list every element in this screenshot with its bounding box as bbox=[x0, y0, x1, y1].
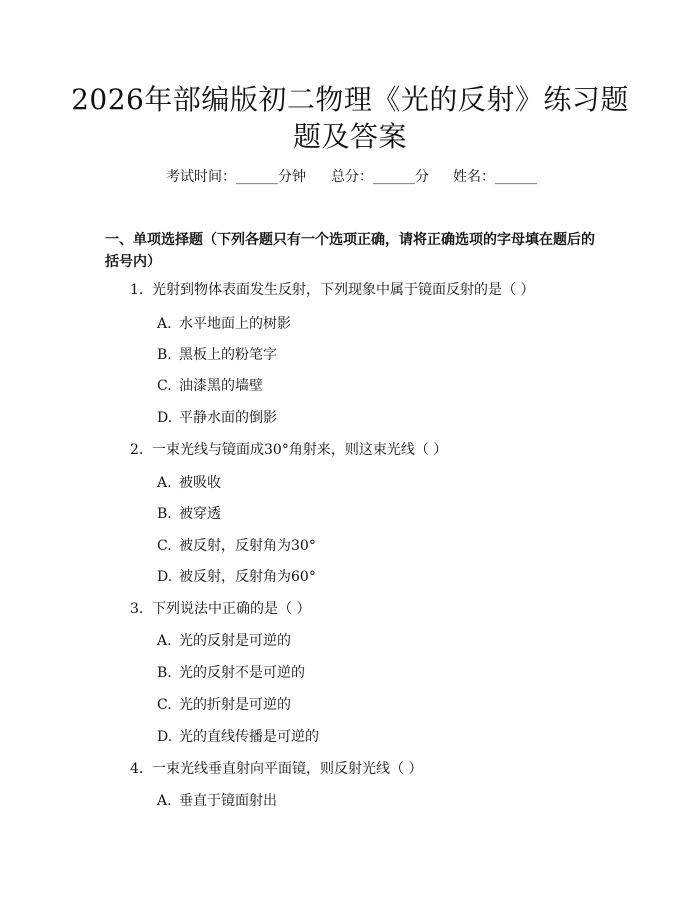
option-text: 光的反射不是可逆的 bbox=[179, 665, 305, 681]
option-text: 被反射，反射角为30° bbox=[179, 538, 316, 554]
question-1-option-d bbox=[157, 408, 277, 428]
option-label: B. bbox=[157, 506, 172, 522]
option-text: 被穿透 bbox=[179, 506, 221, 522]
question-4 bbox=[130, 759, 422, 779]
option-text: 光的直线传播是可逆的 bbox=[179, 729, 319, 745]
option-text: 垂直于镜面射出 bbox=[179, 793, 277, 809]
option-label: B. bbox=[157, 347, 172, 363]
question-1-option-c bbox=[157, 376, 263, 396]
question-1-option-b bbox=[157, 345, 277, 365]
question-text: 下列说法中正确的是（ ） bbox=[152, 601, 311, 617]
option-label: D. bbox=[157, 729, 173, 745]
question-3-option-d bbox=[157, 727, 319, 747]
question-text: 一束光线垂直射向平面镜，则反射光线（ ） bbox=[152, 761, 423, 777]
student-name-field: 姓名：______ bbox=[453, 169, 537, 185]
question-2 bbox=[130, 440, 447, 460]
question-2-option-d bbox=[157, 567, 316, 587]
question-number: 4. bbox=[130, 761, 144, 777]
exam-time-field: 考试时间：______分钟 bbox=[166, 169, 306, 185]
question-2-option-b bbox=[157, 504, 221, 524]
question-3-option-c bbox=[157, 695, 291, 715]
question-4-option-a bbox=[157, 791, 277, 811]
option-text: 水平地面上的树影 bbox=[179, 316, 291, 332]
section-heading bbox=[105, 229, 605, 273]
option-text: 光的反射是可逆的 bbox=[179, 633, 291, 649]
option-label: A. bbox=[157, 316, 172, 332]
question-3-option-a bbox=[157, 631, 291, 651]
question-3-option-b bbox=[157, 663, 305, 683]
section-heading-line-2: 括号内） bbox=[105, 254, 161, 270]
option-label: B. bbox=[157, 665, 172, 681]
question-text: 光射到物体表面发生反射，下列现象中属于镜面反射的是（ ） bbox=[152, 282, 535, 298]
option-text: 被吸收 bbox=[179, 475, 221, 491]
option-label: A. bbox=[157, 793, 172, 809]
document-title-line-2: 题及答案 bbox=[292, 120, 407, 153]
question-number: 3. bbox=[130, 601, 144, 617]
option-label: D. bbox=[157, 410, 173, 426]
option-text: 黑板上的粉笔字 bbox=[179, 347, 277, 363]
question-number: 2. bbox=[130, 442, 144, 458]
option-text: 平静水面的倒影 bbox=[179, 410, 277, 426]
question-2-option-a bbox=[157, 473, 221, 493]
option-label: C. bbox=[157, 378, 172, 394]
document-title-line-1: 2026年部编版初二物理《光的反射》练习题 bbox=[71, 83, 629, 116]
question-3 bbox=[130, 599, 310, 619]
total-score-field: 总分：______分 bbox=[331, 169, 429, 185]
option-label: A. bbox=[157, 633, 172, 649]
option-label: C. bbox=[157, 697, 172, 713]
question-text: 一束光线与镜面成30°角射来，则这束光线（ ） bbox=[152, 442, 448, 458]
option-text: 被反射，反射角为60° bbox=[179, 569, 316, 585]
section-heading-line-1: 一、单项选择题（下列各题只有一个选项正确，请将正确选项的字母填在题后的 bbox=[105, 232, 595, 248]
option-label: A. bbox=[157, 475, 172, 491]
question-number: 1. bbox=[130, 282, 144, 298]
option-text: 光的折射是可逆的 bbox=[179, 697, 291, 713]
option-text: 油漆黑的墙壁 bbox=[179, 378, 263, 394]
option-label: C. bbox=[157, 538, 172, 554]
question-2-option-c bbox=[157, 536, 316, 556]
question-1 bbox=[130, 280, 534, 300]
option-label: D. bbox=[157, 569, 173, 585]
question-1-option-a bbox=[157, 314, 291, 334]
